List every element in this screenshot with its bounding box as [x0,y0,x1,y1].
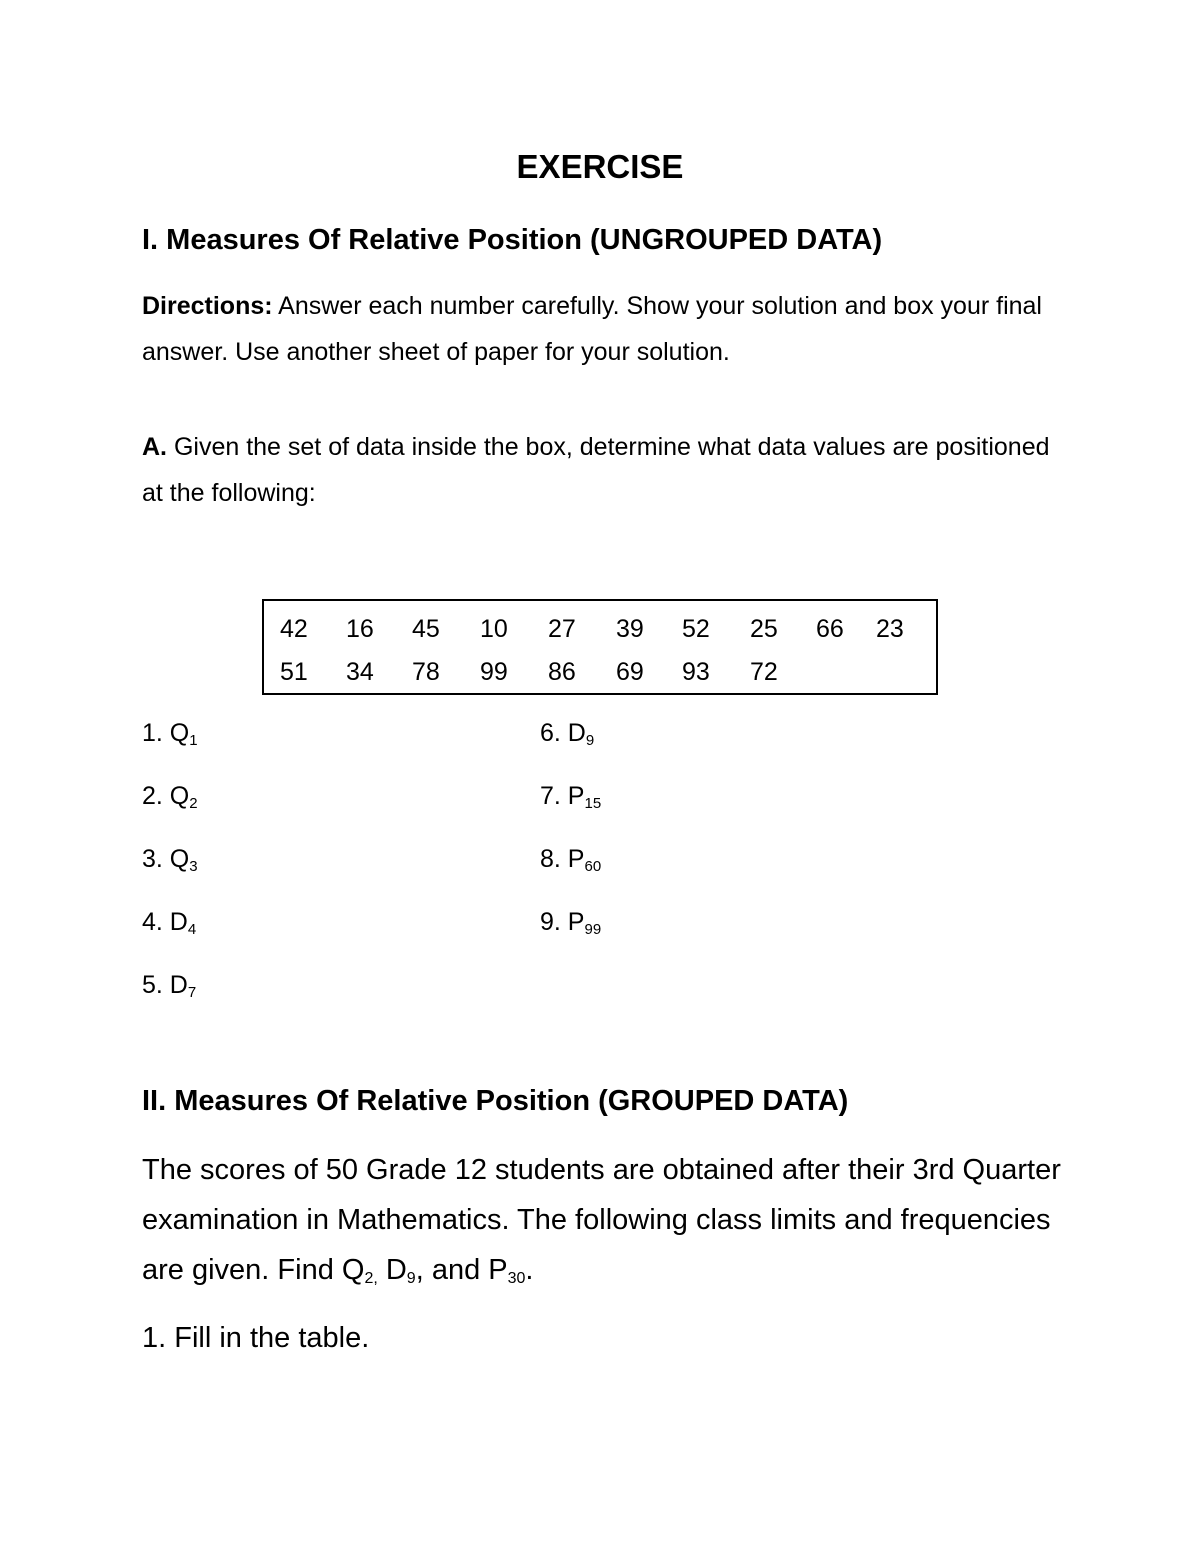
question-item-9 [540,904,601,940]
paragraph-connector: , and [415,1254,489,1286]
item-subscript: 9 [585,732,595,749]
page-title: EXERCISE [516,148,684,185]
data-value: 10 [480,615,508,643]
data-set-box [262,599,938,695]
item-symbol: P [567,845,585,873]
data-value: 27 [548,615,576,643]
data-value: 42 [280,615,308,643]
item-number: 9. [540,908,568,936]
section-2-heading: II. Measures Of Relative Position (GROUPED DATA) [142,1085,849,1117]
item-number: 2. [142,782,170,810]
item-number: 1. [142,719,170,747]
data-value: 99 [480,658,508,686]
question-item-1 [142,715,198,751]
data-value: 66 [816,615,844,643]
item-subscript: 2 [189,795,198,812]
data-value: 51 [280,658,308,686]
item-number: 8. [540,845,568,873]
question-item-4 [142,904,196,940]
item-number: 3. [142,845,170,873]
item-symbol: P [567,908,585,936]
data-value: 86 [548,658,576,686]
part-a-paragraph [142,424,1072,516]
d-symbol: D [377,1254,407,1286]
data-value: 34 [346,658,374,686]
q-subscript: 2, [364,1270,378,1287]
item-subscript: 7 [187,984,197,1001]
data-value: 93 [682,658,710,686]
item-symbol: D [567,719,586,747]
fill-table-instruction: 1. Fill in the table. [142,1322,370,1354]
data-row-1 [264,609,936,649]
part-a-label: A. [142,433,167,461]
paragraph-text: The scores of 50 Grade 12 students are obtained after their 3rd Quarter examination in Mathematics. The following class limits and frequencies are given. Find [142,1154,1061,1286]
data-value: 52 [682,615,710,643]
data-value: 72 [750,658,778,686]
directions-label: Directions: [142,292,273,320]
item-symbol: Q [169,845,190,873]
item-number: 7. [540,782,568,810]
grouped-data-paragraph [142,1145,1082,1295]
data-value: 16 [346,615,374,643]
question-item-2 [142,778,198,814]
p-symbol: P [488,1254,508,1286]
section-1-heading: I. Measures Of Relative Position (UNGROUPED DATA) [142,224,883,256]
item-subscript: 60 [584,858,602,875]
question-item-7 [540,778,601,814]
data-row-2 [264,652,936,692]
item-symbol: D [169,971,188,999]
paragraph-period: . [525,1254,534,1286]
d-subscript: 9 [406,1270,416,1287]
question-item-3 [142,841,198,877]
question-item-8 [540,841,601,877]
item-subscript: 15 [584,795,602,812]
item-symbol: Q [169,782,190,810]
item-subscript: 3 [189,858,198,875]
data-value: 78 [412,658,440,686]
item-number: 5. [142,971,170,999]
p-subscript: 30 [507,1270,526,1287]
item-number: 6. [540,719,568,747]
data-value: 25 [750,615,778,643]
item-subscript: 1 [189,732,198,749]
data-value: 69 [616,658,644,686]
q-symbol: Q [341,1254,365,1286]
data-value: 39 [616,615,644,643]
data-value: 45 [412,615,440,643]
item-symbol: P [567,782,585,810]
part-a-text: Given the set of data inside the box, determine what data values are positioned at the following: [142,433,1050,507]
item-symbol: Q [169,719,190,747]
question-item-5 [142,967,196,1003]
item-symbol: D [169,908,188,936]
item-subscript: 99 [584,921,602,938]
item-subscript: 4 [187,921,197,938]
question-item-6 [540,715,594,751]
data-value: 23 [876,615,904,643]
directions-text: Answer each number carefully. Show your solution and box your final answer. Use another sheet of paper for your solution. [142,292,1042,366]
directions-paragraph [142,283,1072,375]
item-number: 4. [142,908,170,936]
